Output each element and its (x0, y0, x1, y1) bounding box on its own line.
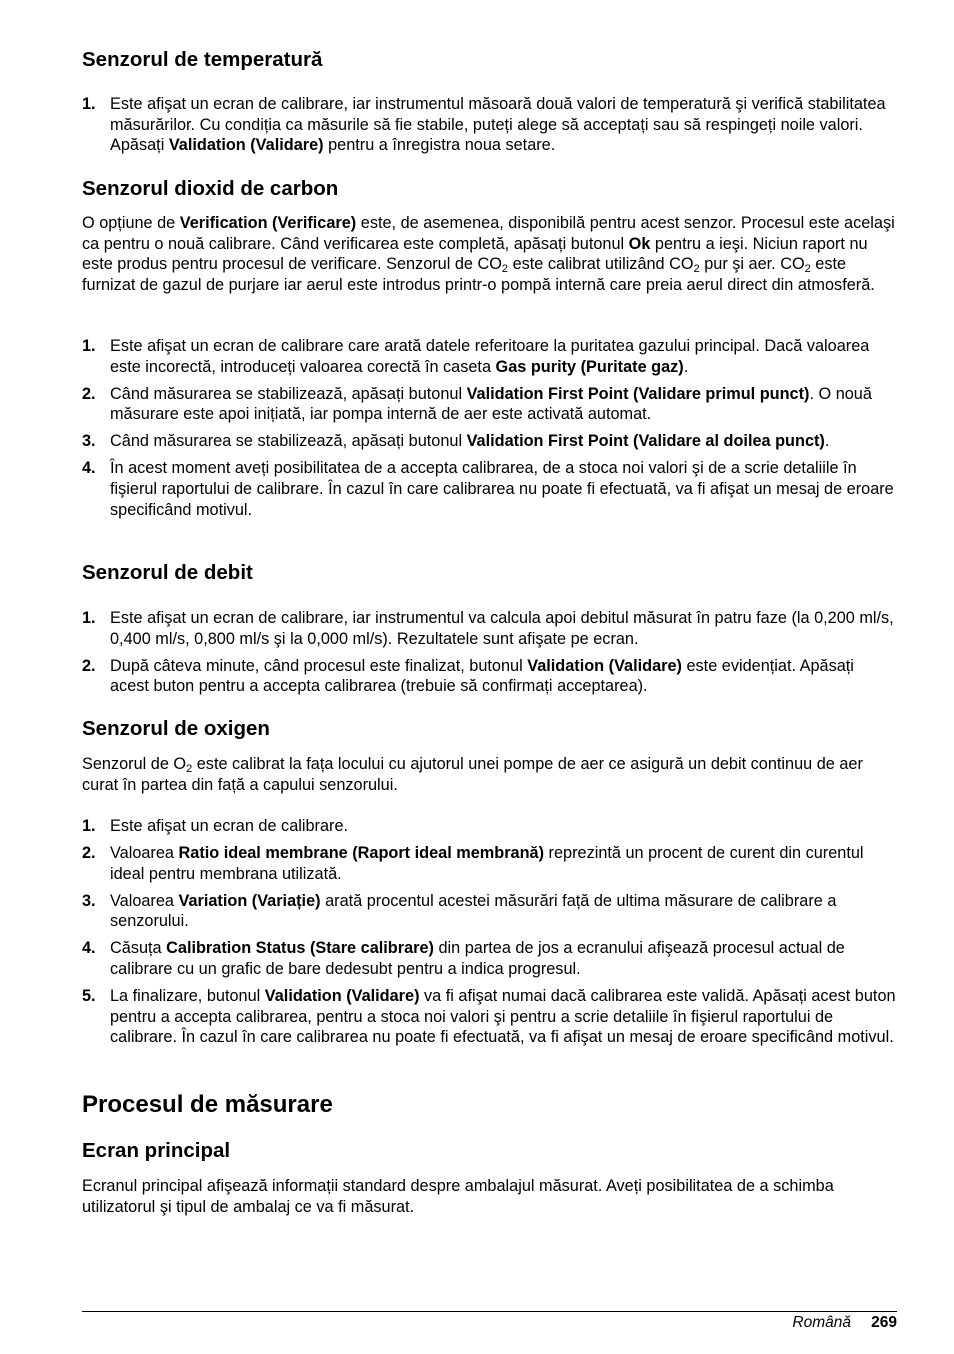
heading-oxygen-sensor: Senzorul de oxigen (82, 717, 270, 740)
step-number: 2. (82, 656, 96, 675)
heading-flow-sensor: Senzorul de debit (82, 561, 253, 584)
flow-steps (82, 608, 897, 703)
oxygen-steps (82, 816, 897, 1054)
co2-steps (82, 336, 897, 527)
step-number: 4. (82, 939, 96, 958)
heading-measurement-process: Procesul de măsurare (82, 1091, 333, 1118)
list-item: 3. Valoarea Variation (Variație) arată procentul acestei măsurări față de ultima măsurare de calibrare a senzorului. (82, 891, 837, 931)
heading-main-screen: Ecran principal (82, 1139, 231, 1162)
list-item: 4. Căsuța Calibration Status (Stare calibrare) din partea de jos a ecranului afişează procesul actual de calibrare cu un grafic de bare dedesubt pentru a indica progresul. (82, 939, 845, 979)
footer-page-number: 269 (871, 1314, 897, 1331)
list-item: 1. Este afişat un ecran de calibrare. (82, 817, 349, 835)
step-number: 1. (82, 95, 96, 113)
list-item: 1. Este afişat un ecran de calibrare care arată datele referitoare la puritatea gazului principal. Dacă valoarea este incorectă, introduceți valoarea corectă în caseta Gas purity (Puritate gaz). (82, 337, 870, 376)
list-item: 2. Când măsurarea se stabilizează, apăsați butonul Validation First Point (Validare primul punct). O nouă măsurare este apoi inițiată, iar pompa internă de aer este activată automat. (82, 384, 872, 424)
step-number: 2. (82, 384, 96, 403)
list-item: 4. În acest moment aveți posibilitatea de a accepta calibrarea, de a stoca noi valori şi de a scrie detaliile în fişierul raportului de calibrare. În cazul în care calibrarea nu poate fi efectuată, va fi afişat un mesaj de eroare specificând motivul. (82, 459, 894, 519)
temperature-steps (82, 94, 897, 162)
step-number: 3. (82, 432, 96, 451)
main-screen-paragraph: Ecranul principal afişează informații standard despre ambalajul măsurat. Aveți posibilitatea de a schimba utilizatorul şi tipul de ambalaj ce va fi măsurat. (82, 1177, 834, 1216)
list-item: 2. După câteva minute, când procesul este finalizat, butonul Validation (Validare) este evidențiat. Apăsați acest buton pentru a accepta calibrarea (trebuie să confirmați acceptarea). (82, 656, 854, 696)
step-number: 3. (82, 891, 96, 910)
list-item: 5. La finalizare, butonul Validation (Validare) va fi afişat numai dacă calibrarea este validă. Apăsați acest buton pentru a accepta calibrarea, pentru a stoca noi valori şi pentru a scrie detaliile în fişierul raportului de calibrare. În cazul în care calibrarea nu poate fi efectuată, va fi afişat un mesaj de eroare specificând motivul. (82, 987, 896, 1047)
step-number: 5. (82, 987, 96, 1006)
step-number: 1. (82, 609, 96, 627)
footer-divider (82, 1311, 897, 1312)
heading-temperature-sensor: Senzorul de temperatură (82, 48, 323, 71)
list-item: 1. Este afişat un ecran de calibrare, iar instrumentul măsoară două valori de temperatură şi verifică stabilitatea măsurărilor. Cu condiția ca măsurile să fie stabile, puteți alege să acceptați sau să respingeți noile valori. Apăsați Validation (Validare) pentru a înregistra noua setare. (82, 95, 886, 155)
list-item: 3. Când măsurarea se stabilizează, apăsați butonul Validation First Point (Validare al doilea punct). (82, 432, 830, 451)
step-number: 2. (82, 844, 96, 863)
step-number: 1. (82, 337, 96, 355)
co2-intro-paragraph: O opțiune de Verification (Verificare) este, de asemenea, disponibilă pentru acest senzor. Procesul este acelaşi ca pentru o nouă calibrare. Când verificarea este completă, apăsați butonul Ok pentru a ieşi. Niciun raport nu este produs pentru procesul de verificare. Senzorul de $CO_2$ este calibrat utilizând $CO_2$ pur şi aer. $CO_2$ este furnizat de gazul de purjare iar aerul este introdus printr-o pompă internă care preia aerul direct din atmosferă. (82, 214, 895, 294)
list-item: 1. Este afişat un ecran de calibrare, iar instrumentul va calcula apoi debitul măsurat în patru faze (la 0,200 ml/s, 0,400 ml/s, 0,800 ml/s şi la 0,000 ml/s). Rezultatele sunt afişate pe ecran. (82, 609, 894, 648)
step-number: 1. (82, 817, 96, 835)
oxygen-intro-paragraph: Senzorul de $O_2$ este calibrat la fața locului cu ajutorul unei pompe de aer ce asigură un debit continuu de aer curat în partea din față a capului senzorului. (82, 755, 863, 794)
heading-co2-sensor: Senzorul dioxid de carbon (82, 177, 339, 200)
step-number: 4. (82, 459, 96, 478)
list-item: 2. Valoarea Ratio ideal membrane (Raport ideal membrană) reprezintă un procent de curent din curentul ideal pentru membrana utilizată. (82, 844, 864, 883)
footer-language: Română (792, 1314, 851, 1331)
